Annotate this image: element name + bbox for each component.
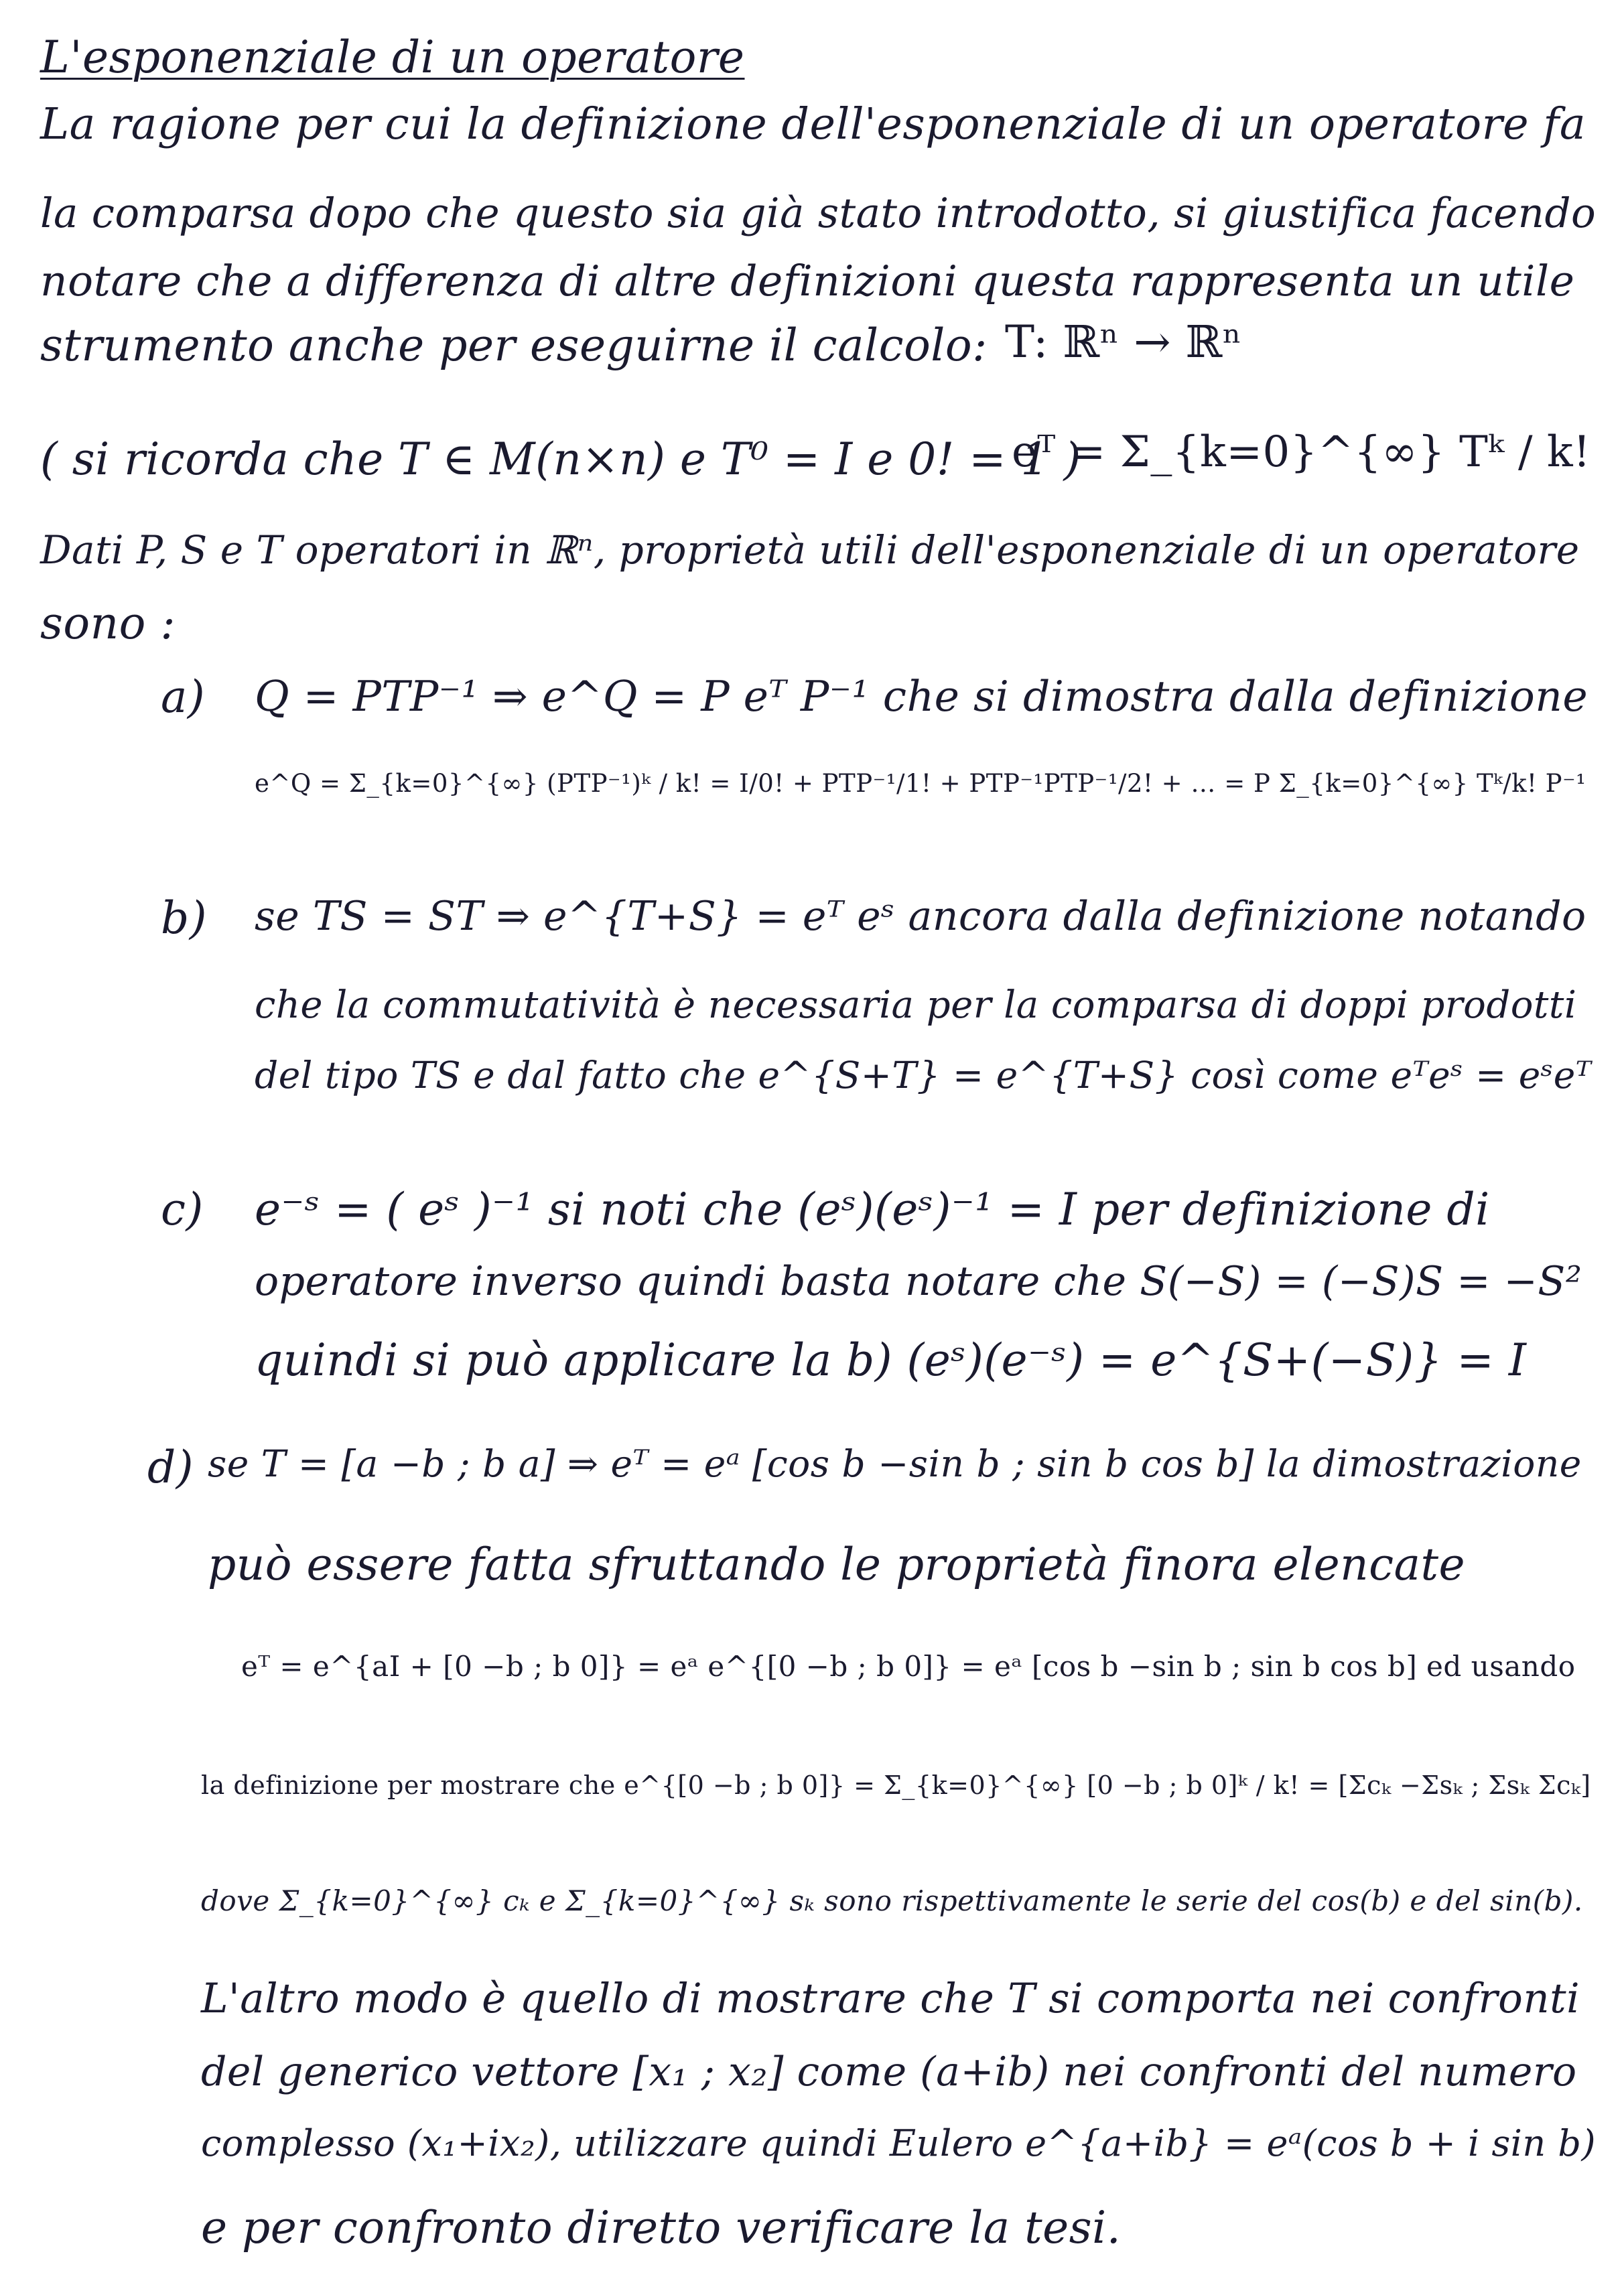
- closing-line-4: e per confronto diretto verificare la tesi.: [201, 2202, 1122, 2253]
- property-a-proof: e^Q = Σ_{k=0}^{∞} (PTP⁻¹)ᵏ / k! = I/0! + PTP⁻¹/1! + PTP⁻¹PTP⁻¹/2! + … = P Σ_{k=0}^{∞} Tᵏ/k! P⁻¹: [255, 769, 1586, 798]
- property-c-line-3: quindi si può applicare la b) (eˢ)(e⁻ˢ) = e^{S+(−S)} = I: [255, 1334, 1527, 1386]
- exp-definition: eᵀ = Σ_{k=0}^{∞} Tᵏ / k!: [1012, 427, 1591, 477]
- property-a-label: a): [161, 671, 206, 723]
- property-b-label: b): [161, 892, 207, 944]
- property-d-line-3: eᵀ = e^{aI + [0 −b ; b 0]} = eᵃ e^{[0 −b ; b 0]} = eᵃ [cos b −sin b ; sin b cos b] ed usando: [241, 1650, 1576, 1683]
- properties-intro-line-2: sono :: [40, 598, 176, 649]
- property-d-line-4: la definizione per mostrare che e^{[0 −b ; b 0]} = Σ_{k=0}^{∞} [0 −b ; b 0]ᵏ / k! = [Σcₖ −Σsₖ ; Σsₖ Σcₖ]: [201, 1771, 1591, 1800]
- property-d-line-2: può essere fatta sfruttando le proprietà finora elencate: [208, 1539, 1466, 1590]
- map-notation: T: ℝⁿ → ℝⁿ: [1005, 316, 1242, 368]
- property-c-line-1: e⁻ˢ = ( eˢ )⁻¹ si noti che (eˢ)(eˢ)⁻¹ = I per definizione di: [255, 1184, 1490, 1235]
- page-title: L'esponenziale di un operatore: [40, 31, 745, 83]
- property-b-line-3: del tipo TS e dal fatto che e^{S+T} = e^{T+S} così come eᵀeˢ = eˢeᵀ: [255, 1054, 1592, 1097]
- property-b-line-2: che la commutatività è necessaria per la comparsa di doppi prodotti: [255, 983, 1577, 1027]
- property-d-label: d): [147, 1442, 194, 1493]
- intro-line-2: la comparsa dopo che questo sia già stato introdotto, si giustifica facendo: [40, 190, 1597, 237]
- property-d-line-5: dove Σ_{k=0}^{∞} cₖ e Σ_{k=0}^{∞} sₖ sono rispettivamente le serie del cos(b) e del sin(b).: [201, 1884, 1583, 1917]
- property-a-statement: Q = PTP⁻¹ ⇒ e^Q = P eᵀ P⁻¹ che si dimostra dalla definizione: [255, 672, 1588, 721]
- closing-line-1: L'altro modo è quello di mostrare che T si comporta nei confronti: [201, 1975, 1580, 2022]
- properties-intro-line-1: Dati P, S e T operatori in ℝⁿ, proprietà utili dell'esponenziale di un operatore: [40, 527, 1580, 573]
- intro-line-3: notare che a differenza di altre definizioni questa rappresenta un utile: [40, 257, 1575, 305]
- closing-line-2: del generico vettore [x₁ ; x₂] come (a+ib) nei confronti del numero: [201, 2049, 1577, 2095]
- property-c-line-2: operatore inverso quindi basta notare che S(−S) = (−S)S = −S²: [255, 1258, 1582, 1305]
- intro-line-1: La ragione per cui la definizione dell'esponenziale di un operatore fa: [40, 99, 1586, 149]
- closing-line-3: complesso (x₁+ix₂), utilizzare quindi Eulero e^{a+ib} = eᵃ(cos b + i sin b): [201, 2122, 1597, 2164]
- property-c-label: c): [161, 1184, 204, 1235]
- property-b-line-1: se TS = ST ⇒ e^{T+S} = eᵀ eˢ ancora dalla definizione notando: [255, 893, 1586, 940]
- reminder: ( si ricorda che T ∈ M(n×n) e T⁰ = I e 0! = 1 ): [40, 433, 1081, 485]
- property-d-line-1: se T = [a −b ; b a] ⇒ eᵀ = eᵃ [cos b −sin b ; sin b cos b] la dimostrazione: [208, 1442, 1582, 1485]
- intro-line-4: strumento anche per eseguirne il calcolo:: [40, 320, 988, 371]
